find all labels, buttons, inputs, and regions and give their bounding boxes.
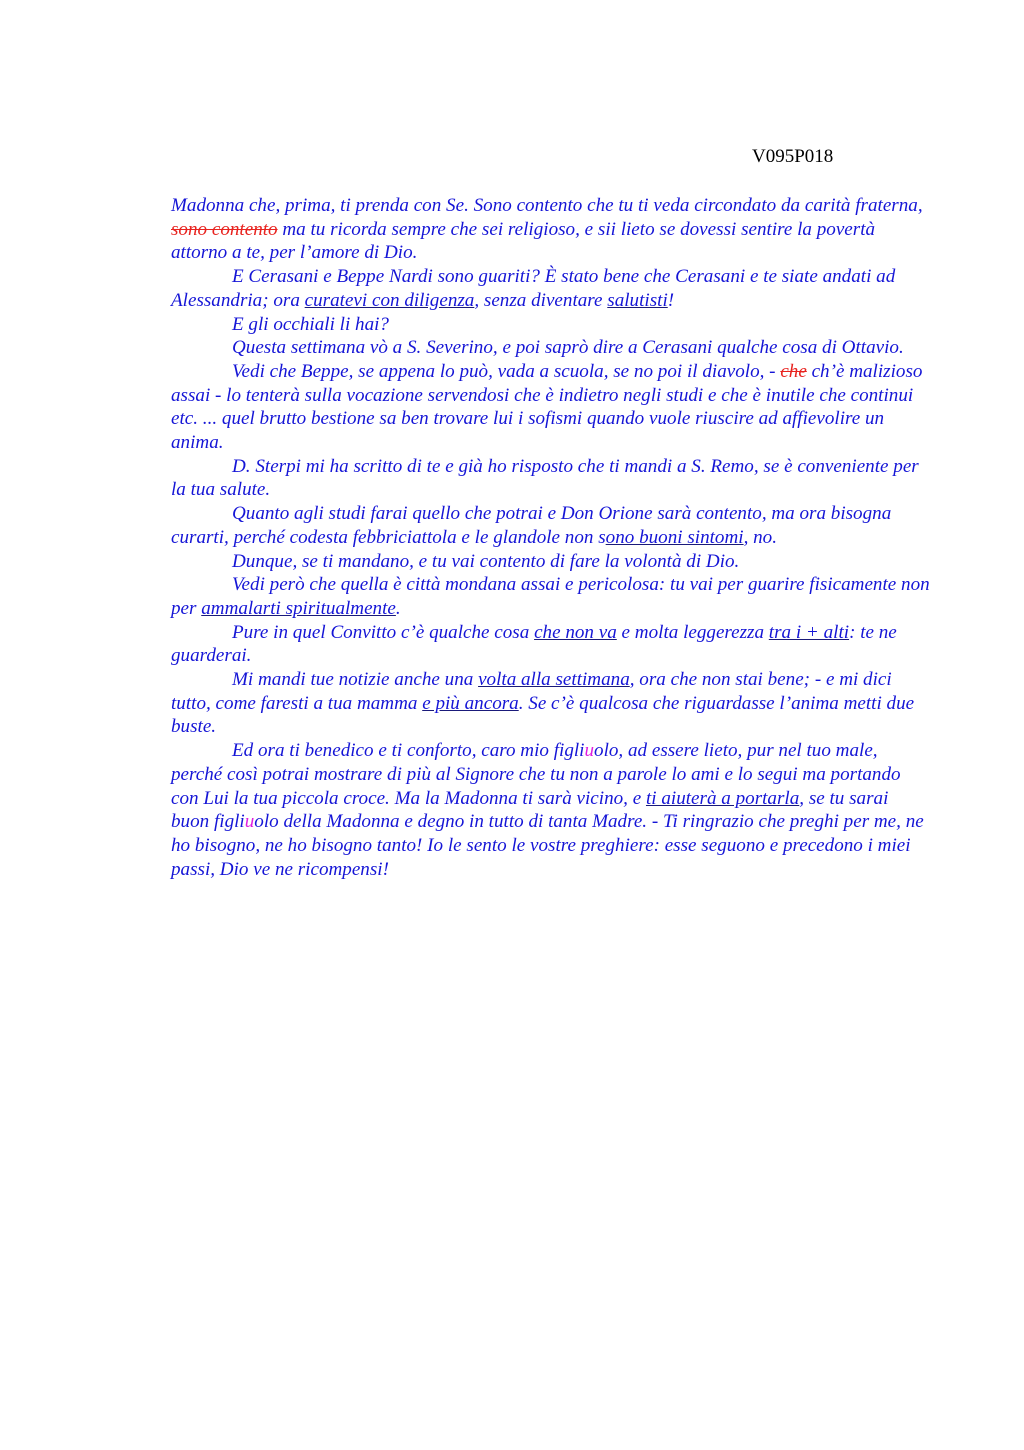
- text-run: , ora che non stai bene; - e mi dici tutto, come faresti a tua mamma: [171, 669, 892, 714]
- paragraph-6: [171, 455, 931, 502]
- paragraph-12: [171, 739, 931, 881]
- text-run: ma tu ricorda sempre che sei religioso, e sii lieto se dovessi sentire la povertà attorno a te, per l’amore di Dio.: [171, 218, 876, 264]
- text-run: Pure in quel Convitto c’è qualche cosa: [232, 621, 535, 643]
- text-run: .: [395, 597, 401, 619]
- underlined-text: ammalarti spiritualmente: [201, 597, 396, 619]
- underlined-text: tra i + alti: [768, 621, 850, 643]
- text-run: !: [667, 289, 675, 311]
- underlined-text: curatevi con diligenza: [304, 289, 475, 311]
- paragraph-10: [171, 621, 931, 668]
- underlined-text: ti aiuterà a portarla: [645, 787, 800, 809]
- underlined-text: ono buoni sintomi: [605, 526, 744, 548]
- text-run: , senza diventare: [474, 289, 608, 311]
- text-run: Mi mandi tue notizie anche una: [232, 669, 479, 691]
- letter-body: [171, 194, 931, 881]
- underlined-text: che non va: [534, 621, 617, 643]
- page-identifier: V095P018: [752, 146, 834, 167]
- text-run: olo, ad essere lieto, pur nel tuo male, perché così potrai mostrare di più al Signore che tu non a parole lo ami e lo segui ma portando con Lui la tua piccola croce. Ma la Madonna ti sarà vicino, e: [171, 740, 901, 809]
- text-run: . Se c’è qualcosa che riguardasse l’anima metti due buste.: [171, 692, 915, 738]
- paragraph-3: [171, 313, 931, 337]
- text-run: ch’è malizioso assai - lo tenterà sulla vocazione servendosi che è indietro negli studi e che è inutile che continui etc. ... quel brutto bestione sa ben trovare lui i sofismi quando vuole riuscire ad affievolire un anima.: [171, 360, 923, 454]
- text-run: , no.: [743, 526, 777, 548]
- paragraph-7: [171, 502, 931, 549]
- text-run: E Cerasani e Beppe Nardi sono guariti? È stato bene che Cerasani e te siate andati ad Alessandria; ora: [171, 266, 896, 311]
- text-run: Vedi però che quella è città mondana assai e pericolosa: tu vai per guarire fisicamente non per: [171, 574, 930, 619]
- paragraph-8: [171, 550, 931, 574]
- paragraph-9: [171, 573, 931, 620]
- text-run: Dunque, se ti mandano, e tu vai contento di fare la volontà di Dio.: [232, 550, 740, 572]
- underlined-text: salutisti: [607, 289, 668, 311]
- underlined-text: volta alla settimana: [478, 669, 630, 691]
- inserted-letter: u: [584, 740, 595, 762]
- paragraph-11: [171, 668, 931, 739]
- inserted-letter: u: [244, 811, 255, 833]
- deleted-text: sono contento: [171, 218, 278, 240]
- deleted-text: che: [780, 360, 807, 382]
- text-run: Vedi che Beppe, se appena lo può, vada a scuola, se no poi il diavolo, -: [232, 360, 781, 382]
- text-run: olo della Madonna e degno in tutto di tanta Madre. - Ti ringrazio che preghi per me, ne ho bisogno, ne ho bisogno tanto! Io le sento le vostre preghiere: esse seguono e precedono i miei passi, Dio ve ne ricompensi!: [171, 811, 924, 880]
- paragraph-4: [171, 336, 931, 360]
- underlined-text: e più ancora: [422, 692, 519, 714]
- paragraph-5: [171, 360, 931, 455]
- text-run: e molta leggerezza: [616, 621, 769, 643]
- paragraph-1: [171, 194, 931, 265]
- paragraph-2: [171, 265, 931, 312]
- text-run: Quanto agli studi farai quello che potrai e Don Orione sarà contento, ma ora bisogna curarti, perché codesta febbriciattola e le glandole non s: [171, 503, 892, 548]
- text-run: , se tu sarai buon figli: [171, 787, 889, 833]
- text-run: Questa settimana vò a S. Severino, e poi saprò dire a Cerasani qualche cosa di Ottavio.: [232, 337, 904, 359]
- text-run: E gli occhiali li hai?: [232, 313, 389, 335]
- text-run: D. Sterpi mi ha scritto di te e già ho risposto che ti mandi a S. Remo, se è conveniente per la tua salute.: [171, 455, 919, 501]
- text-run: Madonna che, prima, ti prenda con Se. Sono contento che tu ti veda circondato da carità fraterna,: [171, 195, 923, 216]
- text-run: : te ne guarderai.: [171, 621, 897, 667]
- text-run: Ed ora ti benedico e ti conforto, caro mio figli: [232, 740, 585, 762]
